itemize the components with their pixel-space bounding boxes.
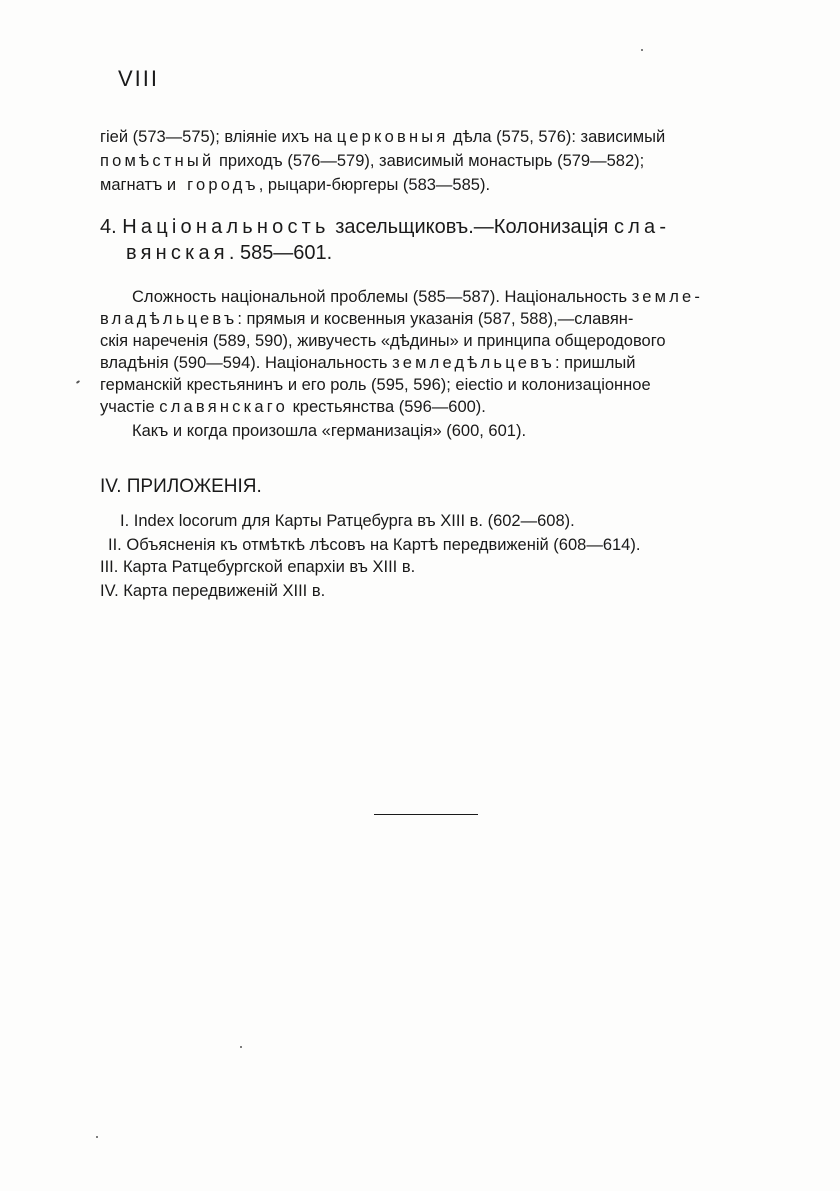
paragraph-top-line-3 [100, 174, 490, 196]
text-span: участіе [100, 398, 160, 416]
spaced-text: и городъ [166, 176, 259, 194]
paragraph-mid-line-6 [100, 396, 486, 418]
text-span: засельщиковъ.—Колонизація [329, 216, 614, 238]
paragraph-top-line-1 [100, 126, 665, 148]
text-span: приходъ (576—579), зависимый монастырь (579—582); [214, 152, 645, 170]
text-span: : прямыя и косвенныя указанія (587, 588),—славян- [237, 310, 634, 328]
paragraph-mid-line-4 [100, 352, 635, 374]
appendix-text: Объясненія къ отмѣткѣ лѣсовъ на Картѣ передвиженій (608—614). [126, 536, 641, 554]
section-number: 4. [100, 216, 123, 238]
appendix-item [120, 510, 575, 532]
text-span: владѣнія (590—594). Національность [100, 354, 393, 372]
section-heading-line-1 [100, 214, 670, 240]
spaced-text: сла- [613, 216, 671, 238]
paragraph-top-line-2 [100, 150, 644, 172]
scan-speck [240, 1046, 242, 1048]
appendix-text: Карта передвиженій XIII в. [123, 582, 326, 600]
appendix-number: III. [100, 558, 119, 576]
appendix-item [100, 556, 415, 578]
text-span: крестьянства (596—600). [288, 398, 486, 416]
text-span: , рыцари-бюргеры (583—585). [258, 176, 491, 194]
text-span: магнатъ [100, 176, 167, 194]
spaced-text: славянскаго [159, 398, 288, 416]
appendices-heading: IV. ПРИЛОЖЕНІЯ. [100, 476, 262, 497]
scan-speck [96, 1136, 98, 1138]
text-span: Сложность національной проблемы (585—587). Національность [132, 288, 632, 306]
appendix-number: I. [120, 512, 130, 530]
paragraph-mid-line-3: скія нареченія (589, 590), живучесть «дѣдины» и принципа общеродового [100, 332, 666, 350]
text-span: гiей (573—575); вліяніе ихъ на [100, 128, 337, 146]
appendix-number: IV. [100, 582, 119, 600]
spaced-text: земле- [631, 288, 704, 306]
paragraph-mid-line-2 [100, 308, 633, 330]
paragraph-mid-line-7: Какъ и когда произошла «германизація» (600, 601). [132, 422, 527, 440]
scan-speck [76, 380, 80, 384]
appendix-item [100, 580, 325, 602]
appendix-text: Index locorum для Карты Ратцебурга въ XIII в. (602—608). [133, 512, 575, 530]
spaced-text: земледѣльцевъ [392, 354, 556, 372]
spaced-text: Національность [122, 216, 330, 238]
page-number: VIII [118, 66, 160, 91]
paragraph-mid-line-1 [132, 286, 703, 308]
spaced-text: церковныя [336, 128, 449, 146]
appendix-text: Карта Ратцебургской епархіи въ XIII в. [122, 558, 416, 576]
appendix-number: II. [108, 536, 122, 554]
spaced-text: помѣстный [100, 152, 215, 170]
paragraph-mid-line-5: германскій крестьянинъ и его роль (595, 596); eiectio и колонизаціонное [100, 376, 651, 394]
text-span: дѣла (575, 576): зависимый [448, 128, 666, 146]
scan-speck [641, 49, 643, 51]
appendix-item [108, 534, 640, 556]
spaced-text: вянская [126, 242, 229, 264]
section-end-rule [374, 814, 478, 815]
section-heading-line-2 [126, 240, 332, 266]
spaced-text: владѣльцевъ [100, 310, 238, 328]
text-span: . 585—601. [228, 242, 333, 264]
text-span: : пришлый [555, 354, 636, 372]
